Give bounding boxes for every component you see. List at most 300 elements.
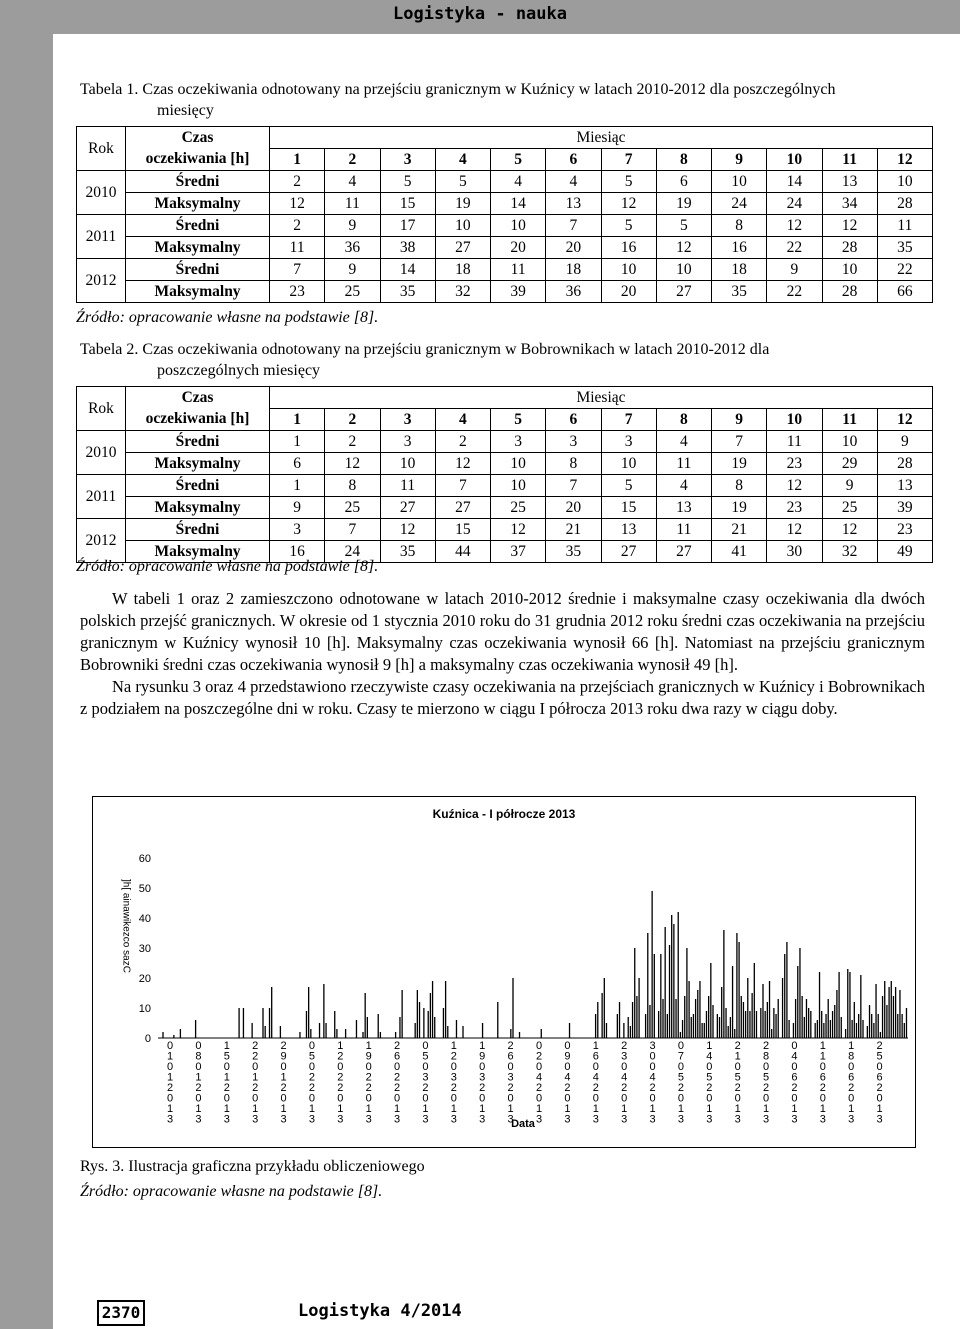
x-tick-label: 1 2 0 2 2 0 1 3 (337, 1040, 344, 1126)
chart-bar (856, 1023, 857, 1038)
chart-bar (873, 1023, 874, 1038)
chart-bar (665, 927, 666, 1038)
table1-value-cell: 38 (380, 237, 435, 259)
chart-bar (832, 1011, 833, 1038)
table1-value-cell: 28 (877, 193, 932, 215)
chart-bar (162, 1032, 163, 1038)
y-tick-label: 60 (138, 853, 151, 865)
chart-bar (699, 981, 700, 1038)
table1-value-cell: 13 (822, 171, 877, 193)
x-tick-label: 2 9 0 1 2 0 1 3 (280, 1040, 287, 1126)
chart-bar (634, 948, 635, 1038)
table2-value-cell: 10 (491, 475, 546, 497)
table1-value-cell: 9 (325, 259, 380, 281)
table1-caption-cont: miesięcy (157, 102, 214, 119)
table2-value-cell: 1 (270, 431, 325, 453)
table2-value-cell: 4 (656, 475, 711, 497)
table1-value-cell: 10 (601, 259, 656, 281)
table2-value-cell: 10 (601, 453, 656, 475)
table2-row-label: Średni (126, 519, 270, 541)
table2-value-cell: 5 (601, 475, 656, 497)
chart-bar (834, 1005, 835, 1038)
chart-bar (828, 999, 829, 1038)
chart-bar (604, 978, 605, 1038)
table1-year-2010: 2010 (77, 171, 126, 215)
table1-value-cell: 12 (822, 215, 877, 237)
chart-bar (380, 1032, 381, 1038)
table2-value-cell: 11 (656, 453, 711, 475)
table2-row-label: Średni (126, 431, 270, 453)
chart-bar (738, 942, 739, 1038)
table2-month-8: 8 (656, 409, 711, 431)
chart-bar (762, 984, 763, 1038)
table-header-row (77, 387, 933, 409)
table2-value-cell: 15 (601, 497, 656, 519)
table2-value-cell: 19 (712, 453, 767, 475)
chart-bar (415, 1023, 416, 1038)
table1-col-rok: Rok (77, 127, 126, 171)
chart-bar (636, 996, 637, 1038)
table2-row-label: Maksymalny (126, 453, 270, 475)
table1-col-czas-unit: oczekiwania [h] (126, 149, 270, 171)
table1-value-cell: 10 (822, 259, 877, 281)
chart-bar (667, 1014, 668, 1038)
table2-value-cell: 24 (325, 541, 380, 563)
table1-value-cell: 12 (601, 193, 656, 215)
chart-bar (725, 1008, 726, 1038)
table1-month-11: 11 (822, 149, 877, 171)
table-row (77, 519, 933, 541)
table1-value-cell: 10 (877, 171, 932, 193)
chart-bar (749, 1011, 750, 1038)
table2-caption-label: Tabela 2. (80, 341, 139, 358)
table2-bobrowniki (76, 386, 933, 563)
table1-value-cell: 10 (435, 215, 490, 237)
chart-bar (269, 1008, 270, 1038)
table1-value-cell: 11 (491, 259, 546, 281)
chart-bar (706, 1011, 707, 1038)
chart-bar (456, 1020, 457, 1038)
table1-value-cell: 20 (601, 281, 656, 303)
chart-bar (512, 978, 513, 1038)
chart-bar (688, 981, 689, 1038)
table2-value-cell: 32 (822, 541, 877, 563)
table1-value-cell: 18 (435, 259, 490, 281)
chart-bar (606, 1023, 607, 1038)
table1-month-9: 9 (712, 149, 767, 171)
chart-bar (423, 1008, 424, 1038)
table2-value-cell: 13 (601, 519, 656, 541)
chart-bar (784, 954, 785, 1038)
chart-bar (662, 999, 663, 1038)
page-footer (53, 1296, 960, 1329)
chart-bar (638, 978, 639, 1038)
table2-value-cell: 7 (546, 475, 601, 497)
chart-bar (858, 1014, 859, 1038)
table2-value-cell: 28 (877, 453, 932, 475)
table2-value-cell: 13 (656, 497, 711, 519)
table2-value-cell: 21 (546, 519, 601, 541)
table2-value-cell: 8 (546, 453, 601, 475)
chart-bar (682, 1020, 683, 1038)
chart-bar (732, 966, 733, 1038)
chart-bar (849, 972, 850, 1038)
table2-row-label: Maksymalny (126, 541, 270, 563)
table1-value-cell: 10 (656, 259, 711, 281)
chart-bar (173, 1035, 174, 1038)
chart-bar (793, 1023, 794, 1038)
table2-row-label: Maksymalny (126, 497, 270, 519)
table1-value-cell: 24 (712, 193, 767, 215)
table1-value-cell: 20 (546, 237, 601, 259)
chart-bar (851, 1020, 852, 1038)
page-header (0, 0, 960, 34)
table2-value-cell: 7 (712, 431, 767, 453)
chart-bar (306, 1011, 307, 1038)
body-text (80, 588, 925, 720)
x-tick-label: 2 6 0 3 2 0 1 3 (507, 1040, 514, 1126)
table2-value-cell: 29 (822, 453, 877, 475)
table2-value-cell: 12 (767, 475, 822, 497)
table2-value-cell: 25 (325, 497, 380, 519)
table2-value-cell: 41 (712, 541, 767, 563)
chart-bar (878, 1014, 879, 1038)
chart-bar (251, 1023, 252, 1038)
chart-bar (262, 1008, 263, 1038)
y-tick-label: 20 (138, 973, 151, 985)
table2-value-cell: 10 (822, 431, 877, 453)
table1-value-cell: 17 (380, 215, 435, 237)
table-row (77, 237, 933, 259)
chart-bar (630, 1026, 631, 1038)
table1-row-label: Średni (126, 259, 270, 281)
x-tick-label: 1 8 0 6 2 0 1 3 (848, 1040, 855, 1126)
table1-value-cell: 7 (270, 259, 325, 281)
table1-value-cell: 27 (656, 281, 711, 303)
table2-value-cell: 9 (822, 475, 877, 497)
chart-bar (649, 1005, 650, 1038)
chart-bar (901, 1014, 902, 1038)
x-axis-label: Data (511, 1118, 535, 1130)
chart-bar (830, 1020, 831, 1038)
chart-bar (628, 1017, 629, 1038)
table2-value-cell: 3 (270, 519, 325, 541)
chart-bar (658, 1011, 659, 1038)
table1-month-6: 6 (546, 149, 601, 171)
chart-bar (510, 1029, 511, 1038)
table1-value-cell: 12 (767, 215, 822, 237)
chart-bar (741, 996, 742, 1038)
x-tick-label: 2 3 0 4 2 0 1 3 (621, 1040, 628, 1126)
table2-col-miesiac: Miesiąc (270, 387, 933, 409)
table1-source: Źródło: opracowanie własne na podstawie [8]. (76, 309, 379, 326)
page-number: 2370 (97, 1300, 145, 1326)
table-row (77, 281, 933, 303)
table1-value-cell: 35 (712, 281, 767, 303)
table1-value-cell: 20 (491, 237, 546, 259)
table1-value-cell: 25 (325, 281, 380, 303)
table2-value-cell: 3 (601, 431, 656, 453)
chart-bar (854, 1002, 855, 1038)
chart-bar (651, 891, 652, 1038)
chart-bar (378, 1014, 379, 1038)
table1-row-label: Maksymalny (126, 193, 270, 215)
y-tick-label: 0 (144, 1033, 151, 1045)
table1-value-cell: 5 (656, 215, 711, 237)
x-tick-label: 0 5 0 2 2 0 1 3 (308, 1040, 315, 1126)
table1-value-cell: 23 (270, 281, 325, 303)
chart-bar (817, 1020, 818, 1038)
chart-bar (860, 975, 861, 1038)
table2-value-cell: 23 (767, 453, 822, 475)
table2-month-10: 10 (767, 409, 822, 431)
chart-bar (336, 1029, 337, 1038)
table2-month-3: 3 (380, 409, 435, 431)
chart-bar (708, 996, 709, 1038)
table1-value-cell: 11 (877, 215, 932, 237)
paragraph-2: Na rysunku 3 oraz 4 przedstawiono rzeczywiste czasy oczekiwania na przejściach granicznych w Kuźnicy i Bobrownikach z podziałem na poszczególne dni w roku. Czasy te mierzono w ciągu I półrocza 2013 roku dwa razy w ciągu doby. (80, 677, 925, 718)
chart-bar (808, 1008, 809, 1038)
table-row (77, 453, 933, 475)
x-tick-label: 2 5 0 6 2 0 1 3 (876, 1040, 883, 1126)
chart-bar (867, 1026, 868, 1038)
chart-bar (719, 1017, 720, 1038)
chart-bar (845, 1029, 846, 1038)
chart-bar (804, 1017, 805, 1038)
chart-bar (299, 1032, 300, 1038)
x-tick-label: 1 6 0 4 2 0 1 3 (592, 1040, 599, 1126)
table1-value-cell: 22 (767, 237, 822, 259)
table2-value-cell: 13 (877, 475, 932, 497)
table1-row-label: Maksymalny (126, 281, 270, 303)
table1-row-label: Średni (126, 215, 270, 237)
chart-bar (443, 1008, 444, 1038)
table2-month-9: 9 (712, 409, 767, 431)
table2-value-cell: 35 (546, 541, 601, 563)
journal-section-title: Logistyka - nauka (393, 4, 567, 24)
table1-value-cell: 34 (822, 193, 877, 215)
table1-col-czas: Czas (126, 127, 270, 149)
chart-bar (432, 981, 433, 1038)
chart-bar (671, 915, 672, 1038)
chart-bar (678, 912, 679, 1038)
table2-value-cell: 3 (546, 431, 601, 453)
table2-value-cell: 12 (380, 519, 435, 541)
table1-value-cell: 6 (656, 171, 711, 193)
x-tick-label: 3 0 0 4 2 0 1 3 (649, 1040, 656, 1126)
table1-value-cell: 4 (491, 171, 546, 193)
chart-bar (730, 1017, 731, 1038)
table2-month-4: 4 (435, 409, 490, 431)
table-row (77, 259, 933, 281)
chart-bar (619, 1002, 620, 1038)
chart-bar (395, 1032, 396, 1038)
chart-bar (795, 999, 796, 1038)
chart-bar (838, 972, 839, 1038)
chart-bar (821, 1011, 822, 1038)
chart-bar (786, 942, 787, 1038)
table2-value-cell: 25 (491, 497, 546, 519)
chart-bar (617, 1014, 618, 1038)
table1-value-cell: 28 (822, 237, 877, 259)
table2-value-cell: 30 (767, 541, 822, 563)
chart-bar (897, 1014, 898, 1038)
table1-value-cell: 35 (380, 281, 435, 303)
table2-value-cell: 49 (877, 541, 932, 563)
chart-bar (880, 1032, 881, 1038)
chart-bar (623, 1023, 624, 1038)
figure-caption: Rys. 3. Ilustracja graficzna przykładu obliczeniowego (80, 1158, 425, 1175)
x-tick-label: 1 1 0 6 2 0 1 3 (819, 1040, 826, 1126)
table1-year-2011: 2011 (77, 215, 126, 259)
table1-value-cell: 14 (491, 193, 546, 215)
chart-bar (334, 1011, 335, 1038)
table1-value-cell: 19 (656, 193, 711, 215)
table2-month-11: 11 (822, 409, 877, 431)
chart-bar (680, 1032, 681, 1038)
table2-value-cell: 39 (877, 497, 932, 519)
chart-bar (238, 1008, 239, 1038)
table2-col-rok: Rok (77, 387, 126, 431)
x-tick-label: 2 8 0 5 2 0 1 3 (763, 1040, 770, 1126)
table1-value-cell: 32 (435, 281, 490, 303)
chart-bar (875, 984, 876, 1038)
table1-value-cell: 19 (435, 193, 490, 215)
y-axis-label: ]h[ ainawikezco sazC (120, 879, 132, 973)
figure-source: Źródło: opracowanie własne na podstawie [8]. (80, 1183, 383, 1200)
table2-month-7: 7 (601, 409, 656, 431)
table2-month-5: 5 (491, 409, 546, 431)
table-row (77, 171, 933, 193)
chart-bar (319, 1023, 320, 1038)
table2-value-cell: 37 (491, 541, 546, 563)
table1-value-cell: 5 (380, 171, 435, 193)
chart-bar (541, 1029, 542, 1038)
table2-value-cell: 10 (380, 453, 435, 475)
table1-value-cell: 4 (325, 171, 380, 193)
table1-col-miesiac: Miesiąc (270, 127, 933, 149)
table-row (77, 497, 933, 519)
table1-value-cell: 5 (601, 171, 656, 193)
table1-value-cell: 13 (546, 193, 601, 215)
chart-bar (906, 1008, 907, 1038)
chart-bar (823, 1023, 824, 1038)
table1-value-cell: 22 (767, 281, 822, 303)
table1-month-4: 4 (435, 149, 490, 171)
table1-month-7: 7 (601, 149, 656, 171)
chart-bar (775, 1014, 776, 1038)
table2-value-cell: 7 (325, 519, 380, 541)
table2-value-cell: 23 (877, 519, 932, 541)
table1-row-label: Średni (126, 171, 270, 193)
table1-value-cell: 35 (877, 237, 932, 259)
table2-col-czas-unit: oczekiwania [h] (126, 409, 270, 431)
chart-bar (847, 969, 848, 1038)
table1-value-cell: 66 (877, 281, 932, 303)
table1-value-cell: 2 (270, 215, 325, 237)
chart-bar (497, 1002, 498, 1038)
chart-bar (904, 1023, 905, 1038)
table2-col-czas: Czas (126, 387, 270, 409)
table2-value-cell: 11 (656, 519, 711, 541)
x-tick-label: 0 7 0 5 2 0 1 3 (677, 1040, 684, 1126)
table1-value-cell: 15 (380, 193, 435, 215)
x-tick-label: 2 2 0 1 2 0 1 3 (252, 1040, 259, 1126)
chart-bar (717, 1014, 718, 1038)
chart-bar (345, 1029, 346, 1038)
chart-bar (765, 1011, 766, 1038)
chart-bar (323, 984, 324, 1038)
chart-bar (756, 1011, 757, 1038)
table2-month-1: 1 (270, 409, 325, 431)
table1-value-cell: 11 (270, 237, 325, 259)
x-tick-label: 0 8 0 1 2 0 1 3 (195, 1040, 202, 1126)
chart-bar (767, 1002, 768, 1038)
chart-bar (801, 996, 802, 1038)
chart-bar (869, 1005, 870, 1038)
chart-bar (569, 1023, 570, 1038)
table2-value-cell: 27 (601, 541, 656, 563)
table1-month-10: 10 (767, 149, 822, 171)
x-tick-label: 1 5 0 1 2 0 1 3 (223, 1040, 230, 1126)
table2-value-cell: 11 (767, 431, 822, 453)
chart-bar (684, 996, 685, 1038)
table2-value-cell: 9 (270, 497, 325, 519)
chart-bar (728, 1026, 729, 1038)
x-tick-label: 1 2 0 3 2 0 1 3 (450, 1040, 457, 1126)
chart-bar (882, 996, 883, 1038)
chart-bar (886, 1005, 887, 1038)
table-header-row (77, 149, 933, 171)
chart-bar (710, 963, 711, 1038)
table2-month-2: 2 (325, 409, 380, 431)
table2-value-cell: 8 (712, 475, 767, 497)
table2-value-cell: 25 (822, 497, 877, 519)
table1-value-cell: 14 (380, 259, 435, 281)
journal-issue: Logistyka 4/2014 (298, 1301, 462, 1321)
table2-value-cell: 6 (270, 453, 325, 475)
table1-value-cell: 22 (877, 259, 932, 281)
chart-bar (693, 1014, 694, 1038)
table2-value-cell: 2 (325, 431, 380, 453)
table2-year-2012: 2012 (77, 519, 126, 563)
table1-value-cell: 9 (325, 215, 380, 237)
x-tick-label: 0 9 0 4 2 0 1 3 (564, 1040, 571, 1126)
table2-year-2011: 2011 (77, 475, 126, 519)
table1-value-cell: 2 (270, 171, 325, 193)
chart-bar (356, 1020, 357, 1038)
table2-value-cell: 44 (435, 541, 490, 563)
table1-value-cell: 39 (491, 281, 546, 303)
chart-bar (734, 1029, 735, 1038)
table2-value-cell: 19 (712, 497, 767, 519)
chart-bar (797, 966, 798, 1038)
chart-bar (669, 945, 670, 1038)
table1-caption (80, 79, 930, 100)
chart-bar (325, 1023, 326, 1038)
chart-bar (401, 990, 402, 1038)
x-tick-label: 0 2 0 4 2 0 1 3 (535, 1040, 543, 1126)
table2-value-cell: 20 (546, 497, 601, 519)
chart-bar (645, 1014, 646, 1038)
table1-value-cell: 16 (601, 237, 656, 259)
chart-bar (445, 981, 446, 1038)
x-tick-label: 0 5 0 3 2 0 1 3 (422, 1040, 429, 1126)
chart-bar (686, 948, 687, 1038)
chart-bar (462, 1026, 463, 1038)
chart-bar (815, 1023, 816, 1038)
chart-bar (769, 981, 770, 1038)
